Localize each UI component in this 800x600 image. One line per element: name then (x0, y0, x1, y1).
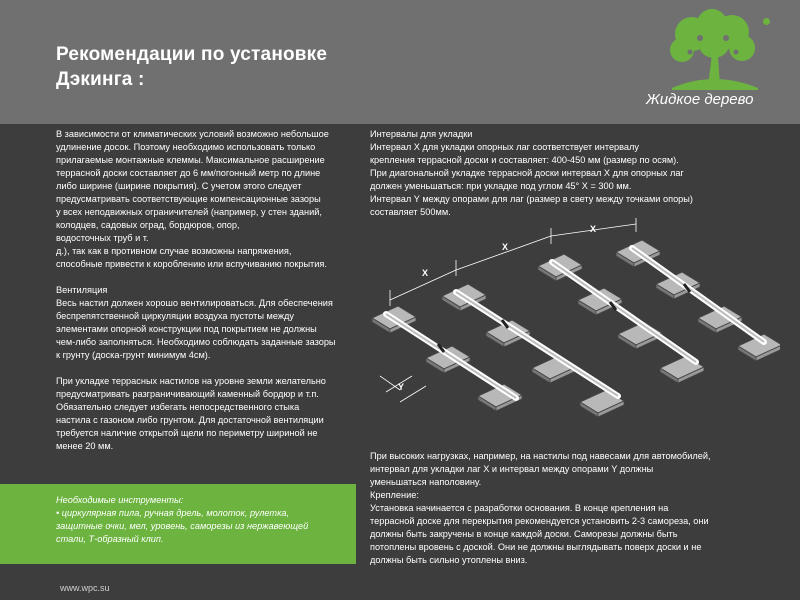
intervals-paragraph: Интервалы для укладки Интервал X для укладки опорных лаг соответствует интервалу крепления террасной доски и составляет: 400-450 мм (размер по осям). При диагональной укладке террасной доски интервал X для опорных лаг должен уменьшаться: при укладке под углом 45° X = 300 мм. Интервал Y между опорами для лаг (размер в свету между точками опоры) составляет 500мм. (370, 129, 693, 217)
footer-url[interactable]: www.wpc.su (60, 583, 110, 593)
expansion-paragraph: В зависимости от климатических условий возможно небольшое удлинение досок. Поэтому необходимо использовать только прилагаемые монтажные клеммы. Максимальное расширение террасной доски составляет до 6 мм/погонный метр по длине либо ширине (ширине покрытия). С учетом этого следует предусматривать соответствующие компенсационные зазоры у всех неподвижных ограничителей (например, у стен зданий, колодцев, садовых оград, бордюров, опор, водосточных труб и т. д.), так как в противном случае возможны напряжения, способные привести к короблению или вспучиванию покрытия. (56, 129, 329, 269)
support-pad (426, 346, 470, 373)
dimension-x-label-1: X (422, 268, 429, 278)
title-line-1: Рекомендации по установке (56, 44, 328, 65)
tools-list: • циркулярная пила, ручная дрель, молоток, рулетка, защитные очки, мел, уровень, саморезы из нержавеющей стали, Т-образный клип. (56, 508, 309, 544)
ventilation-paragraph: Весь настил должен хорошо вентилироваться. Для обеспечения беспрепятственной циркуляции воздуха пустоты между элементами опорной конструкции под покрытием не должны чем-либо заполняться. Необходимо соблюдать заданные зазоры к грунту (доска-грунт минимум 4см). (56, 298, 336, 360)
dimension-y-label: Y (398, 382, 405, 392)
loads-fastening-paragraph: При высоких нагрузках, например, на настилы под навесами для автомобилей, интервал для укладки лаг X и интервал между опорами Y должны уменьшаться наполовину. Крепление: Установка начинается с разработки основания. В конце крепления на террасной доске для перекрытия рекомендуется установить 2-3 самореза, они должны быть закручены в конце каждой доски. Саморезы должны быть потоплены вровень с доской. Они не должны выглядывать поверх доски и не должны быть сильно утоплены вниз. (370, 451, 711, 565)
tree-icon (662, 8, 766, 90)
page-title (56, 42, 327, 92)
support-pad (532, 356, 576, 383)
registered-mark-icon (763, 18, 770, 25)
left-column (56, 128, 354, 453)
company-logo (640, 8, 790, 118)
logo-text: Жидкое дерево (646, 91, 754, 108)
joist-layout-diagram (366, 218, 780, 448)
ground-level-paragraph: При укладке террасных настилов на уровне земли желательно предусматривать разграничивающий каменный бордюр и т.п. Обязательно следует избегать непосредственного стыка настила с газоном либо грунтом. Для достаточной вентиляции требуется наличие открытой щели по периметру шириной не менее 20 мм. (56, 376, 326, 451)
title-line-2: Дэкинга : (56, 69, 145, 90)
dimension-x-label-2: X (502, 242, 509, 252)
dimension-x-label-3: X (590, 224, 597, 234)
tools-heading: Необходимые инструменты: (56, 495, 184, 505)
right-column-top (370, 128, 780, 219)
right-column-bottom (370, 450, 782, 567)
ventilation-heading: Вентиляция (56, 285, 108, 295)
tools-text (56, 494, 346, 546)
